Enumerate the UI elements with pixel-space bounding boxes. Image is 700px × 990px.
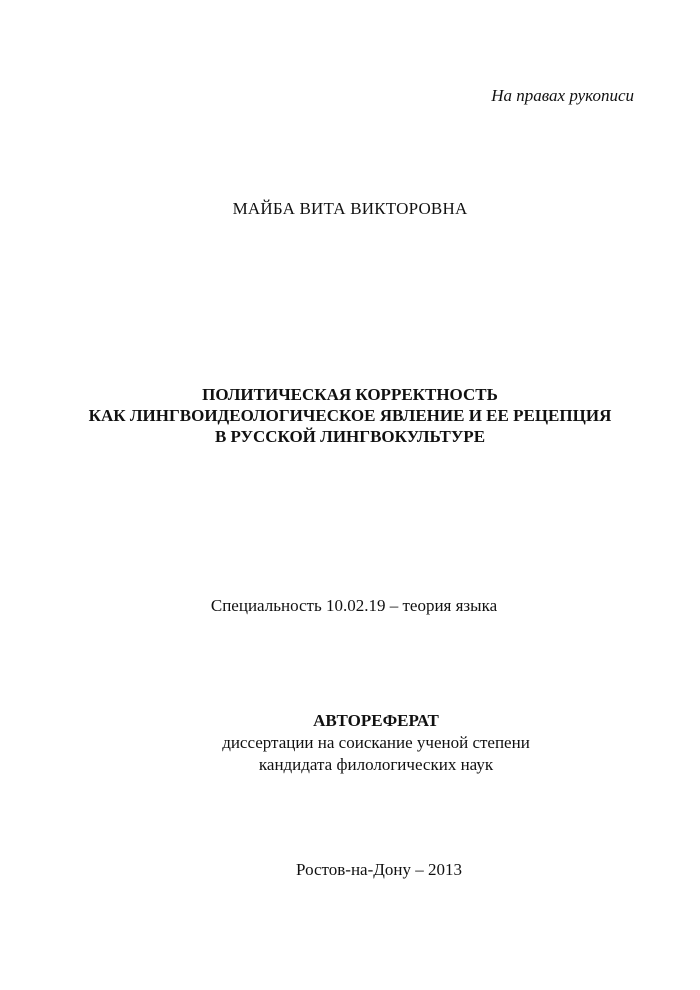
place-year: Ростов-на-Дону – 2013 xyxy=(296,860,462,879)
abstract-heading: АВТОРЕФЕРАТ xyxy=(313,711,439,730)
abstract-line: диссертации на соискание ученой степени xyxy=(222,733,530,752)
rights-note: На правах рукописи xyxy=(491,86,634,105)
title-line: В РУССКОЙ ЛИНГВОКУЛЬТУРЕ xyxy=(214,427,486,446)
author-name: МАЙБА ВИТА ВИКТОРОВНА xyxy=(232,199,468,218)
title-line: КАК ЛИНГВОИДЕОЛОГИЧЕСКОЕ ЯВЛЕНИЕ И ЕЕ РЕЦЕПЦИЯ xyxy=(88,406,612,425)
abstract-block xyxy=(0,710,700,776)
dissertation-title xyxy=(0,384,700,447)
title-line: ПОЛИТИЧЕСКАЯ КОРРЕКТНОСТЬ xyxy=(202,385,498,404)
abstract-line: кандидата филологических наук xyxy=(258,755,494,774)
specialty-line: Специальность 10.02.19 – теория языка xyxy=(210,596,498,615)
